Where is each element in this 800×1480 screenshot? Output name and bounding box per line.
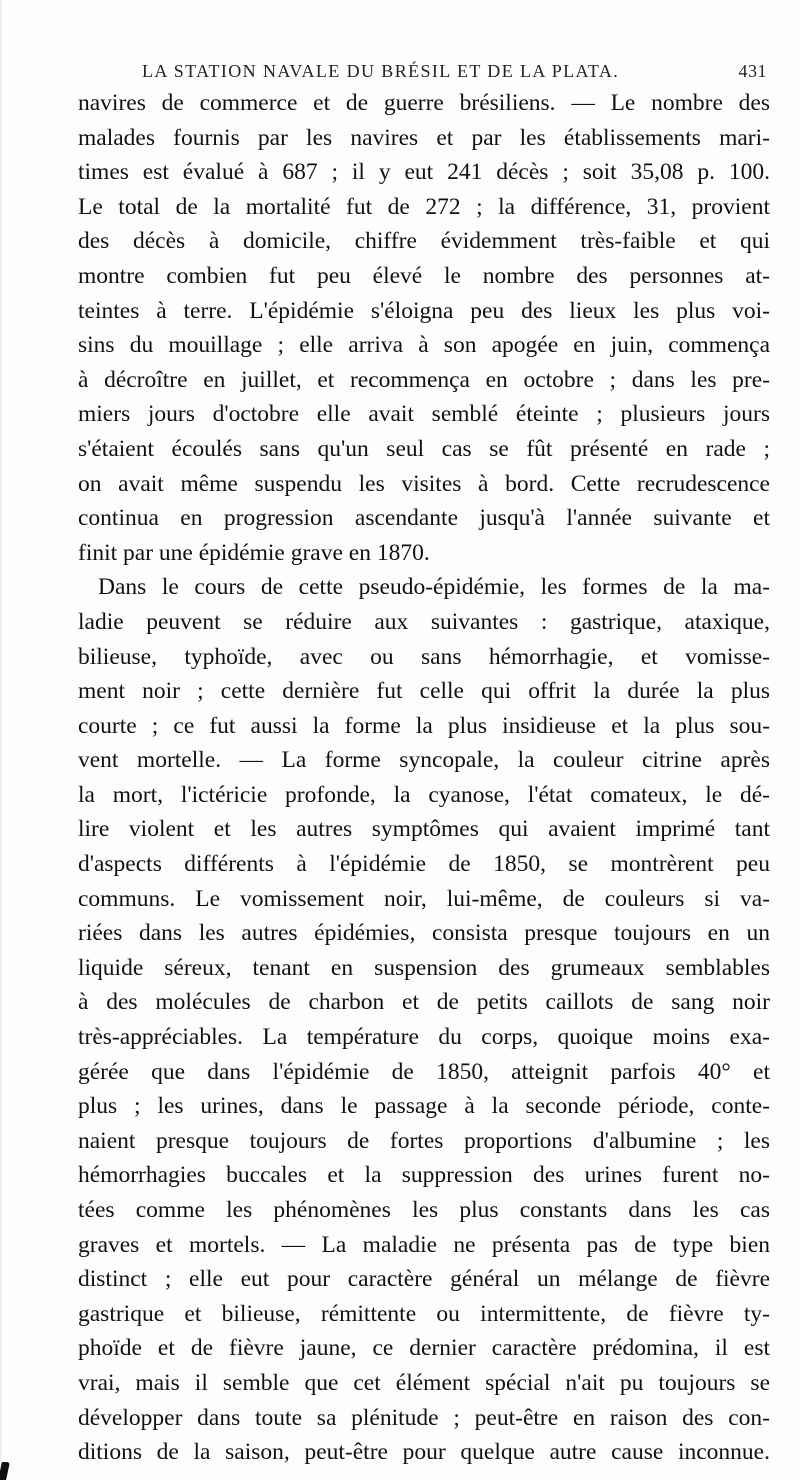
text-line: plus ; les urines, dans le passage à la seconde période, conte- xyxy=(78,1093,770,1120)
text-line: à des molécules de charbon et de petits caillots de sang noir xyxy=(78,989,770,1016)
text-line: distinct ; elle eut pour caractère général un mélange de fièvre xyxy=(78,1266,770,1293)
paragraph-start-line: Dans le cours de cette pseudo-épidémie, les formes de la ma- xyxy=(98,574,770,601)
text-line: courte ; ce fut aussi la forme la plus insidieuse et la plus sou- xyxy=(78,712,770,739)
text-line: malades fournis par les navires et par les établissements mari- xyxy=(78,124,770,151)
text-line: vrai, mais il semble que cet élément spécial n'ait pu toujours se xyxy=(78,1369,770,1396)
text-line: sins du mouillage ; elle arriva à son apogée en juin, commença xyxy=(78,332,770,359)
text-line: bilieuse, typhoïde, avec ou sans hémorrhagie, et vomisse- xyxy=(78,643,770,670)
text-line: s'étaient écoulés sans qu'un seul cas se fût présenté en rade ; xyxy=(78,435,770,462)
page-header xyxy=(132,58,770,88)
text-line: naient presque toujours de fortes proportions d'albumine ; les xyxy=(78,1127,770,1154)
body-text xyxy=(78,86,770,1470)
text-line: ment noir ; cette dernière fut celle qui offrit la durée la plus xyxy=(78,678,770,705)
text-line: lire violent et les autres symptômes qui avaient imprimé tant xyxy=(78,816,770,843)
text-line: navires de commerce et de guerre brésiliens. — Le nombre des xyxy=(78,90,770,116)
text-line: Le total de la mortalité fut de 272 ; la différence, 31, provient xyxy=(78,193,770,220)
text-line: la mort, l'ictéricie profonde, la cyanose, l'état comateux, le dé- xyxy=(78,781,770,808)
text-line: teintes à terre. L'épidémie s'éloigna peu des lieux les plus voi- xyxy=(78,297,770,324)
page-edge-shadow xyxy=(0,0,3,1480)
text-line: liquide séreux, tenant en suspension des grumeaux semblables xyxy=(78,954,770,981)
text-line: gérée que dans l'épidémie de 1850, atteignit parfois 40° et xyxy=(78,1058,770,1085)
text-line: continua en progression ascendante jusqu'à l'année suivante et xyxy=(78,505,770,532)
text-line: hémorrhagies buccales et la suppression des urines furent no- xyxy=(78,1162,770,1189)
text-line: communs. Le vomissement noir, lui-même, de couleurs si va- xyxy=(78,885,770,912)
text-line: on avait même suspendu les visites à bord. Cette recrudescence xyxy=(78,470,770,497)
paragraph-end-line: finit par une épidémie grave en 1870. xyxy=(78,539,430,566)
text-line: phoïde et de fièvre jaune, ce dernier caractère prédomina, il est xyxy=(78,1335,770,1362)
text-line: riées dans les autres épidémies, consista presque toujours en un xyxy=(78,920,770,947)
text-line: times est évalué à 687 ; il y eut 241 décès ; soit 35,08 p. 100. xyxy=(78,159,770,186)
text-line: montre combien fut peu élevé le nombre des personnes at- xyxy=(78,262,770,289)
page-number: 431 xyxy=(738,61,767,81)
running-head: LA STATION NAVALE DU BRÉSIL ET DE LA PLATA. xyxy=(142,61,620,81)
text-line: développer dans toute sa plénitude ; peut-être en raison des con- xyxy=(78,1404,770,1431)
text-line: miers jours d'octobre elle avait semblé éteinte ; plusieurs jours xyxy=(78,401,770,428)
text-line: à décroître en juillet, et recommença en octobre ; dans les pre- xyxy=(78,366,770,393)
text-line: des décès à domicile, chiffre évidemment très-faible et qui xyxy=(78,228,770,255)
text-line: ditions de la saison, peut-être pour quelque autre cause inconnue. xyxy=(78,1439,770,1466)
text-line: vent mortelle. — La forme syncopale, la couleur citrine après xyxy=(78,747,770,774)
text-line: tées comme les phénomènes les plus constants dans les cas xyxy=(78,1197,770,1223)
text-line: ladie peuvent se réduire aux suivantes : gastrique, ataxique, xyxy=(78,608,770,635)
corner-mark xyxy=(0,1462,10,1480)
text-line: très-appréciables. La température du corps, quoique moins exa- xyxy=(78,1024,770,1051)
text-line: gastrique et bilieuse, rémittente ou intermittente, de fièvre ty- xyxy=(78,1300,770,1327)
text-line: graves et mortels. — La maladie ne présenta pas de type bien xyxy=(78,1231,770,1258)
text-line: d'aspects différents à l'épidémie de 1850, se montrèrent peu xyxy=(78,851,770,878)
